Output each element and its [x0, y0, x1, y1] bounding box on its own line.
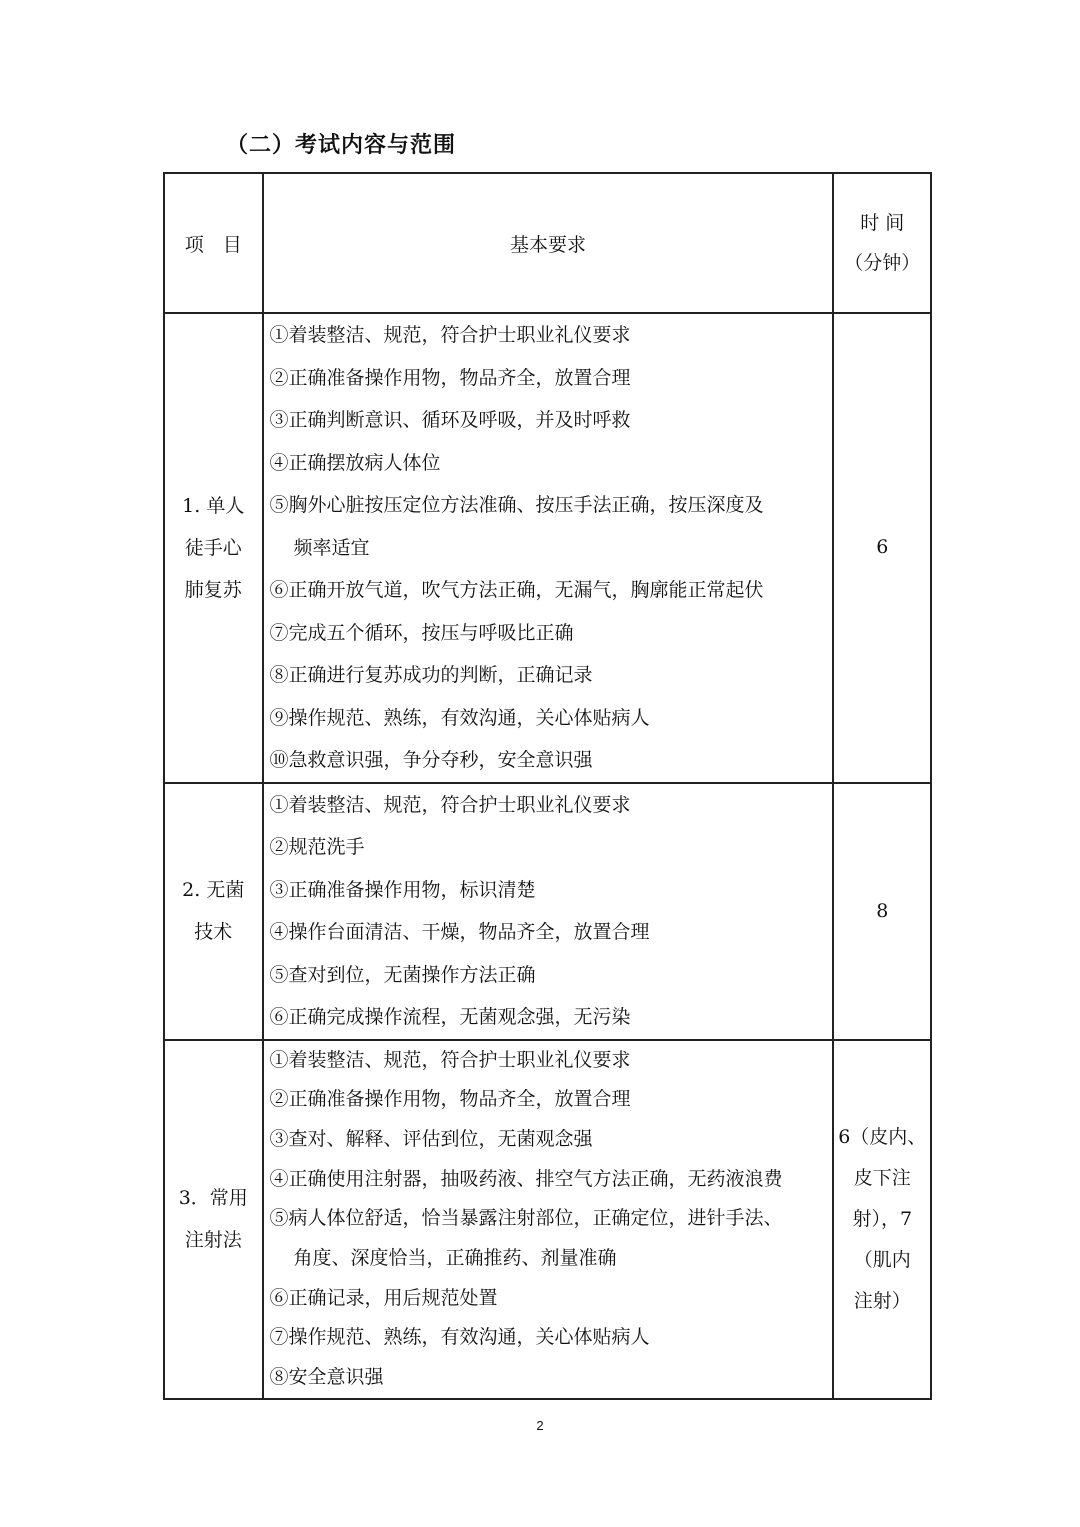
time-value: 8 [876, 899, 889, 922]
time-cell [833, 1040, 931, 1399]
header-item: 项 目 [164, 173, 263, 313]
time-value: 6 [876, 536, 889, 559]
exam-content-table [163, 172, 932, 1400]
requirement-item: ③正确准备操作用物，标识清楚 [269, 878, 536, 901]
time-line: 射），7 [852, 1207, 913, 1230]
item-line: 技术 [194, 921, 233, 943]
requirement-item: ⑧安全意识强 [269, 1366, 384, 1389]
requirements-cell [263, 313, 834, 783]
requirement-item: ③查对、解释、评估到位，无菌观念强 [269, 1127, 593, 1150]
requirement-item-continued [270, 527, 833, 570]
requirement-item: ④正确摆放病人体位 [269, 451, 441, 474]
time-line: 皮下注 [853, 1166, 911, 1189]
item-cell [164, 313, 263, 783]
time-line: 注射） [853, 1289, 911, 1312]
requirement-continuation: 角度、深度恰当，正确推药、剂量准确 [293, 1247, 617, 1270]
requirement-item: ⑥正确开放气道，吹气方法正确，无漏气，胸廓能正常起伏 [269, 579, 764, 601]
item-line: 肺复苏 [184, 578, 242, 601]
requirement-item: ①着装整洁、规范，符合护士职业礼仪要求 [269, 793, 631, 816]
requirement-item: ⑦操作规范、熟练，有效沟通，关心体贴病人 [269, 1326, 650, 1349]
item-cell [164, 1040, 263, 1399]
requirement-item: ④正确使用注射器，抽吸药液、排空气方法正确，无药液浪费 [269, 1167, 783, 1190]
section-heading: （二）考试内容与范围 [226, 133, 457, 158]
item-cell [164, 783, 263, 1040]
requirement-item: ②正确准备操作用物，物品齐全，放置合理 [269, 1088, 631, 1111]
item-line: 3．常用 [178, 1187, 248, 1210]
requirements-cell [263, 783, 834, 1040]
requirements-cell [263, 1040, 834, 1399]
requirement-item-continued [270, 1239, 833, 1279]
requirement-item: ③正确判断意识、循环及呼吸，并及时呼救 [269, 409, 631, 431]
header-time-line1: 时 间 [860, 212, 905, 234]
requirement-item: ⑤病人体位舒适，恰当暴露注射部位，正确定位，进针手法、 [269, 1207, 783, 1230]
requirement-item: ②正确准备操作用物，物品齐全，放置合理 [269, 366, 631, 389]
table-row-injection [164, 1040, 931, 1399]
requirement-item: ②规范洗手 [269, 836, 365, 858]
time-line: （肌内 [853, 1248, 911, 1271]
table-row-aseptic [164, 783, 931, 1040]
requirement-item: ⑨操作规范、熟练，有效沟通，关心体贴病人 [269, 706, 650, 729]
requirement-continuation: 频率适宜 [293, 536, 370, 559]
time-line: 6（皮内、 [838, 1125, 927, 1148]
time-cell [833, 783, 931, 1040]
header-time-line2: （分钟） [844, 252, 921, 274]
requirement-item: ⑥正确记录，用后规范处置 [269, 1286, 498, 1309]
header-requirements: 基本要求 [263, 173, 834, 313]
requirement-item: ⑥正确完成操作流程，无菌观念强，无污染 [269, 1006, 631, 1028]
requirement-item: ⑧正确进行复苏成功的判断，正确记录 [269, 664, 593, 686]
requirement-item: ①着装整洁、规范，符合护士职业礼仪要求 [269, 1048, 631, 1071]
header-time [833, 173, 931, 313]
requirement-item: ④操作台面清洁、干燥，物品齐全，放置合理 [269, 921, 650, 943]
requirement-item: ①着装整洁、规范，符合护士职业礼仪要求 [269, 324, 631, 346]
requirement-item: ⑤查对到位，无菌操作方法正确 [269, 963, 536, 986]
requirement-item: ⑩急救意识强，争分夺秒，安全意识强 [269, 749, 593, 771]
item-line: 注射法 [184, 1229, 242, 1252]
item-line: 2. 无菌 [182, 879, 245, 901]
item-line: 徒手心 [184, 536, 242, 559]
page-number: 2 [536, 1418, 544, 1433]
requirement-item: ⑦完成五个循环，按压与呼吸比正确 [269, 621, 574, 644]
requirement-item: ⑤胸外心脏按压定位方法准确、按压手法正确，按压深度及 [269, 494, 764, 516]
table-header-row [164, 173, 931, 313]
item-line: 1. 单人 [182, 494, 245, 517]
table-row-cpr [164, 313, 931, 783]
time-cell [833, 313, 931, 783]
